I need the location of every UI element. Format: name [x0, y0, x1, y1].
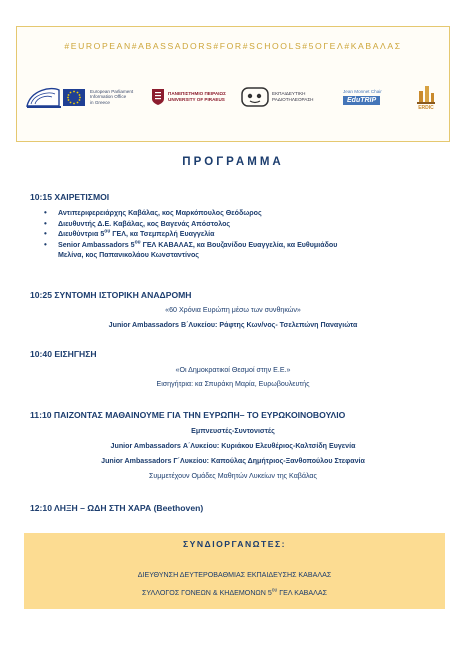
jm-line-1: Jean Monnet Chair — [343, 89, 382, 95]
section-game-heading: 11:10 ΠΑΙΖΟΝΤΑΣ ΜΑΘΑΙΝΟΥΜΕ ΓΙΑ ΤΗΝ ΕΥΡΩΠΗ– ΤΟ ΕΥΡΩΚΟΙΝΟΒΟΥΛΙΟ — [30, 410, 346, 420]
section-closing-heading: 12:10 ΛΗΞΗ – ΩΔΗ ΣΤΗ ΧΑΡΑ (Beethoven) — [30, 503, 204, 513]
edutv-line-2: ΡΑΔΙΟΤΗΛΕΟΡΑΣΗ — [272, 97, 314, 102]
game-participants: Συμμετέχουν Ομάδες Μαθητών Λυκείων της Καβάλας — [149, 472, 317, 480]
list-item-continuation: Μελίνα, κος Παπανικολάου Κωνσταντίνος — [58, 251, 199, 260]
section-history-heading: 10:25 ΣΥΝΤΟΜΗ ΙΣΤΟΡΙΚΗ ΑΝΑΔΡΟΜΗ — [30, 290, 192, 300]
university-crest-icon — [151, 88, 165, 106]
coorganizers-title: ΣΥΝΔΙΟΡΓΑΝΩΤΕΣ: — [182, 539, 287, 549]
ep-line-1: European Parliament — [90, 88, 134, 94]
parliament-building-icon — [25, 82, 87, 112]
list-item: • Διευθύντρια $5^{o\upsilon}$ ΓΕΛ, κα Τσεμπερλή Ευαγγελία — [44, 229, 444, 240]
coorganizer-parents-association: ΣΥΛΛΟΓΟΣ ΓΟΝΕΩΝ & ΚΗΔΕΜΟΝΩΝ $5^{o\upsilon}$ ΓΕΛ ΚΑΒΑΛΑΣ — [141, 587, 328, 597]
ep-line-2: Information Office — [90, 94, 127, 100]
talk-speaker: Εισηγήτρια: κα Σπυράκη Μαρία, Ευρωβουλευτής — [156, 380, 310, 388]
edutrip-logo — [343, 79, 403, 115]
list-item: • Διευθυντής Δ.Ε. Καβάλας, κος Βαγενάς Απόστολος — [44, 219, 444, 230]
history-presenters: Junior Ambassadors Β΄Λυκείου: Ράφτης Κων/νος- Τσελεπώνη Παναγιώτα — [108, 321, 358, 329]
edutrip-wordmark: EduTRIP — [343, 96, 380, 105]
ep-line-3: in Greece — [90, 99, 110, 105]
edutv-line-1: ΕΚΠΑΙΔΕΥΤΙΚΗ — [272, 91, 306, 97]
uni-line-1: ΠΑΝΕΠΙΣΤΗΜΙΟ ΠΕΙΡΑΙΩΣ — [168, 91, 226, 97]
coorganizers-box — [24, 533, 445, 609]
uni-line-2: UNIVERSITY OF PIRAEUS — [168, 97, 225, 102]
erdic-label: ERDIC — [418, 105, 434, 111]
tv-screen-icon — [241, 85, 269, 109]
erdic-tower-icon — [415, 83, 437, 105]
section-talk-heading: 10:40 ΕΙΣΗΓΗΣΗ — [30, 349, 97, 359]
university-of-piraeus-logo — [151, 79, 233, 115]
section-welcome-heading: 10:15 ΧΑΙΡΕΤΙΣΜΟΙ — [30, 192, 110, 202]
greetings-list — [44, 208, 444, 261]
game-juniors-a: Junior Ambassadors Α΄Λυκείου: Κυριάκου Ελευθέριος-Καλτσίδη Ευγενία — [110, 442, 356, 450]
educational-radio-television-logo — [241, 79, 333, 115]
erdic-logo — [411, 79, 441, 115]
hashtag-line: #EUROPEAN#ABASSADORS#FOR#SCHOOLS#5ΟΓΕΛ#ΚΑΒΑΛΑΣ — [64, 41, 402, 51]
history-subtitle: «60 Χρόνια Ευρώπη μέσω των συνθηκών» — [165, 306, 301, 314]
logo-strip — [25, 79, 443, 115]
coorganizer-directorate: ΔΙΕΥΘΥΝΣΗ ΔΕΥΤΕΡΟΒΑΘΜΙΑΣ ΕΚΠΑΙΔΕΥΣΗΣ ΚΑΒΑΛΑΣ — [137, 571, 332, 579]
header-banner — [16, 26, 450, 142]
list-item: • Αντιπεριφερειάρχης Καβάλας, κος Μαρκόπουλος Θεόδωρος — [44, 208, 444, 219]
game-coordinators: Εμπνευστές-Συντονιστές — [191, 427, 275, 435]
european-parliament-logo — [25, 79, 143, 115]
programme-title: ΠΡΟΓΡΑΜΜΑ — [182, 156, 284, 168]
list-item: • Senior Ambassadors $5^{o\upsilon}$ ΓΕΛ ΚΑΒΑΛΑΣ, κα Βουζανίδου Ευαγγελία, κα Ευθυμιάδου — [44, 240, 444, 251]
talk-subtitle: «Οι Δημοκρατικοί Θεσμοί στην Ε.Ε.» — [175, 366, 291, 374]
game-juniors-c: Junior Ambassadors Γ΄Λυκείου: Καπούλας Δημήτριος-Ξανθοπούλου Στεφανία — [101, 457, 365, 465]
